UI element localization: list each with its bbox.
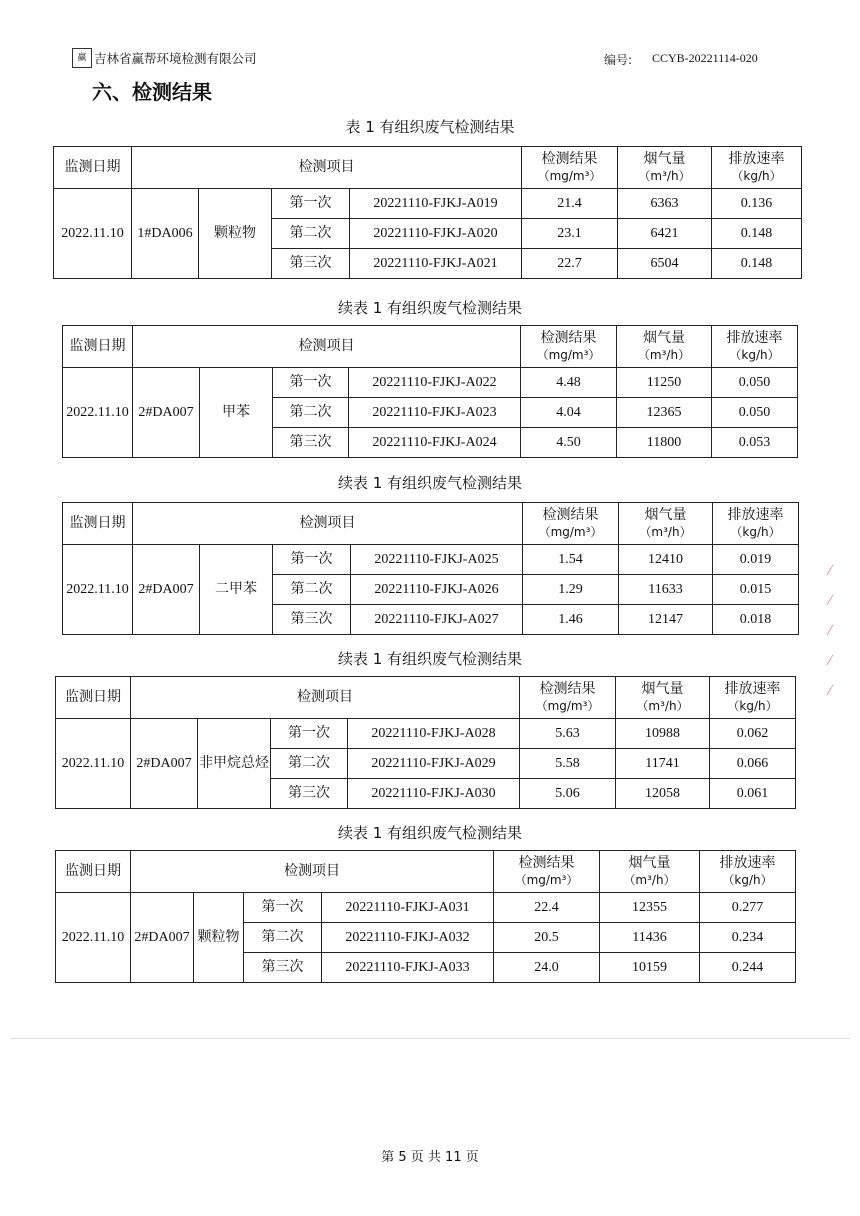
header-result-unit: （mg/m³） (514, 872, 579, 887)
cell-flow: 11633 (619, 575, 713, 605)
cell-rate: 0.019 (713, 545, 799, 575)
table-row (63, 545, 799, 575)
header-result-unit: （mg/m³） (536, 347, 601, 362)
cell-run: 第二次 (272, 219, 350, 249)
header-item: 检测项目 (131, 851, 494, 893)
cell-date: 2022.11.10 (56, 893, 131, 983)
header-flow-unit: （m³/h） (638, 168, 691, 183)
cell-result: 22.7 (522, 249, 618, 279)
cell-result: 5.58 (520, 749, 616, 779)
cell-result: 5.06 (520, 779, 616, 809)
cell-sample-id: 20221110-FJKJ-A022 (349, 368, 521, 398)
cell-run: 第二次 (271, 749, 348, 779)
header-flow-label: 烟气量 (641, 681, 684, 698)
cell-sample-id: 20221110-FJKJ-A020 (350, 219, 522, 249)
cell-sample-id: 20221110-FJKJ-A021 (350, 249, 522, 279)
results-table (55, 676, 796, 809)
header-result-label: 检测结果 (541, 151, 598, 168)
header-rate-unit: （kg/h） (722, 872, 773, 887)
cell-result: 4.48 (521, 368, 617, 398)
cell-rate: 0.053 (712, 428, 798, 458)
cell-sample-id: 20221110-FJKJ-A030 (348, 779, 520, 809)
cell-sample-id: 20221110-FJKJ-A027 (351, 605, 523, 635)
header-rate (700, 851, 796, 893)
header-flow (618, 147, 712, 189)
header-result-label: 检测结果 (542, 507, 599, 524)
cell-rate: 0.015 (713, 575, 799, 605)
cell-pollutant: 二甲苯 (200, 545, 273, 635)
table-header-row (63, 503, 799, 545)
table-header-row (54, 147, 802, 189)
cell-sample-id: 20221110-FJKJ-A025 (351, 545, 523, 575)
seal-mark: ⁄ ⁄ ⁄ ⁄ ⁄ (828, 563, 832, 699)
cell-sample-id: 20221110-FJKJ-A031 (322, 893, 494, 923)
header-flow-unit: （m³/h） (623, 872, 676, 887)
table-title: 续表 1 有组织废气检测结果 (337, 824, 523, 842)
company-logo: 赢 (72, 48, 92, 68)
cell-run: 第三次 (244, 953, 322, 983)
cell-date: 2022.11.10 (56, 719, 131, 809)
header-flow (617, 326, 712, 368)
cell-flow: 6363 (618, 189, 712, 219)
cell-run: 第二次 (273, 398, 349, 428)
header-result-unit: （mg/m³） (535, 698, 600, 713)
cell-run: 第一次 (272, 189, 350, 219)
results-table (62, 502, 799, 635)
cell-outlet: 2#DA007 (131, 719, 198, 809)
table-row (56, 719, 796, 749)
results-table (62, 325, 798, 458)
cell-flow: 11800 (617, 428, 712, 458)
header-rate-unit: （kg/h） (727, 698, 778, 713)
table-header-row (63, 326, 798, 368)
cell-result: 20.5 (494, 923, 600, 953)
header-flow-label: 烟气量 (644, 507, 687, 524)
table-header-row (56, 677, 796, 719)
header-date: 监测日期 (63, 503, 133, 545)
page-footer: 第 5 页 共 11 页 (381, 1150, 479, 1165)
table-title: 续表 1 有组织废气检测结果 (337, 474, 523, 492)
header-rate-label: 排放速率 (724, 681, 781, 698)
header-date: 监测日期 (63, 326, 133, 368)
cell-date: 2022.11.10 (54, 189, 132, 279)
cell-flow: 11741 (616, 749, 710, 779)
cell-outlet: 1#DA006 (132, 189, 199, 279)
cell-outlet: 2#DA007 (133, 368, 200, 458)
cell-flow: 12058 (616, 779, 710, 809)
table-row (54, 189, 802, 219)
cell-run: 第三次 (271, 779, 348, 809)
table-header-row (56, 851, 796, 893)
cell-flow: 12410 (619, 545, 713, 575)
cell-run: 第二次 (273, 575, 351, 605)
cell-rate: 0.062 (710, 719, 796, 749)
cell-rate: 0.061 (710, 779, 796, 809)
header-item: 检测项目 (133, 326, 521, 368)
header-rate-label: 排放速率 (727, 507, 784, 524)
header-date: 监测日期 (56, 851, 131, 893)
cell-flow: 10988 (616, 719, 710, 749)
cell-sample-id: 20221110-FJKJ-A033 (322, 953, 494, 983)
cell-pollutant: 非甲烷总烃 (198, 719, 271, 809)
header-rate-unit: （kg/h） (731, 168, 782, 183)
cell-result: 22.4 (494, 893, 600, 923)
cell-sample-id: 20221110-FJKJ-A023 (349, 398, 521, 428)
header-flow-label: 烟气量 (628, 855, 671, 872)
cell-sample-id: 20221110-FJKJ-A019 (350, 189, 522, 219)
header-item: 检测项目 (131, 677, 520, 719)
header-rate (713, 503, 799, 545)
results-table (55, 850, 796, 983)
header-result (523, 503, 619, 545)
cell-result: 4.50 (521, 428, 617, 458)
cell-pollutant: 颗粒物 (199, 189, 272, 279)
header-flow (616, 677, 710, 719)
cell-sample-id: 20221110-FJKJ-A032 (322, 923, 494, 953)
cell-sample-id: 20221110-FJKJ-A028 (348, 719, 520, 749)
header-rate-label: 排放速率 (726, 330, 783, 347)
cell-result: 1.54 (523, 545, 619, 575)
header-date: 监测日期 (56, 677, 131, 719)
cell-result: 1.46 (523, 605, 619, 635)
header-rate-label: 排放速率 (719, 855, 776, 872)
cell-result: 4.04 (521, 398, 617, 428)
header-rate-unit: （kg/h） (729, 347, 780, 362)
cell-flow: 11250 (617, 368, 712, 398)
results-table (53, 146, 802, 279)
cell-run: 第一次 (244, 893, 322, 923)
cell-date: 2022.11.10 (63, 368, 133, 458)
cell-sample-id: 20221110-FJKJ-A026 (351, 575, 523, 605)
cell-flow: 10159 (600, 953, 700, 983)
header-flow-label: 烟气量 (643, 330, 685, 347)
header-rate (712, 326, 798, 368)
cell-rate: 0.277 (700, 893, 796, 923)
doc-number-label: 编号: (604, 53, 633, 67)
cell-result: 5.63 (520, 719, 616, 749)
header-result-label: 检测结果 (539, 681, 596, 698)
cell-sample-id: 20221110-FJKJ-A029 (348, 749, 520, 779)
cell-flow: 12365 (617, 398, 712, 428)
header-flow-unit: （m³/h） (637, 347, 691, 362)
header-result-unit: （mg/m³） (538, 524, 603, 539)
cell-outlet: 2#DA007 (131, 893, 194, 983)
cell-flow: 6504 (618, 249, 712, 279)
cell-flow: 6421 (618, 219, 712, 249)
cell-rate: 0.050 (712, 368, 798, 398)
header-date: 监测日期 (54, 147, 132, 189)
cell-rate: 0.066 (710, 749, 796, 779)
cell-rate: 0.050 (712, 398, 798, 428)
table-title: 续表 1 有组织废气检测结果 (337, 650, 523, 668)
header-flow-unit: （m³/h） (639, 524, 692, 539)
cell-date: 2022.11.10 (63, 545, 133, 635)
cell-run: 第三次 (272, 249, 350, 279)
cell-rate: 0.018 (713, 605, 799, 635)
header-result (494, 851, 600, 893)
header-item: 检测项目 (133, 503, 523, 545)
cell-result: 23.1 (522, 219, 618, 249)
section-title: 六、检测结果 (92, 80, 212, 104)
table-row (56, 893, 796, 923)
footer-divider (10, 1038, 850, 1039)
cell-run: 第一次 (273, 545, 351, 575)
cell-run: 第一次 (271, 719, 348, 749)
table-title: 续表 1 有组织废气检测结果 (337, 299, 523, 317)
header-item: 检测项目 (132, 147, 522, 189)
header-flow (619, 503, 713, 545)
cell-result: 24.0 (494, 953, 600, 983)
cell-result: 21.4 (522, 189, 618, 219)
header-flow-unit: （m³/h） (636, 698, 689, 713)
company-name: 吉林省赢帮环境检测有限公司 (94, 51, 257, 66)
page-header (72, 48, 772, 72)
header-result (522, 147, 618, 189)
header-result-label: 检测结果 (540, 330, 597, 347)
table-row (63, 368, 798, 398)
header-rate (710, 677, 796, 719)
cell-run: 第三次 (273, 428, 349, 458)
cell-rate: 0.136 (712, 189, 802, 219)
doc-number: CCYB-20221114-020 (652, 51, 758, 65)
cell-outlet: 2#DA007 (133, 545, 200, 635)
header-result-label: 检测结果 (518, 855, 575, 872)
cell-flow: 12355 (600, 893, 700, 923)
cell-result: 1.29 (523, 575, 619, 605)
header-result (521, 326, 617, 368)
cell-run: 第一次 (273, 368, 349, 398)
cell-rate: 0.148 (712, 249, 802, 279)
cell-flow: 12147 (619, 605, 713, 635)
header-rate-unit: （kg/h） (730, 524, 781, 539)
header-flow (600, 851, 700, 893)
header-result-unit: （mg/m³） (537, 168, 602, 183)
header-result (520, 677, 616, 719)
cell-rate: 0.244 (700, 953, 796, 983)
cell-rate: 0.234 (700, 923, 796, 953)
header-rate (712, 147, 802, 189)
header-flow-label: 烟气量 (643, 151, 686, 168)
cell-pollutant: 颗粒物 (194, 893, 244, 983)
cell-flow: 11436 (600, 923, 700, 953)
cell-sample-id: 20221110-FJKJ-A024 (349, 428, 521, 458)
cell-pollutant: 甲苯 (200, 368, 273, 458)
table-title: 表 1 有组织废气检测结果 (345, 118, 515, 136)
cell-run: 第二次 (244, 923, 322, 953)
header-rate-label: 排放速率 (728, 151, 785, 168)
cell-run: 第三次 (273, 605, 351, 635)
cell-rate: 0.148 (712, 219, 802, 249)
